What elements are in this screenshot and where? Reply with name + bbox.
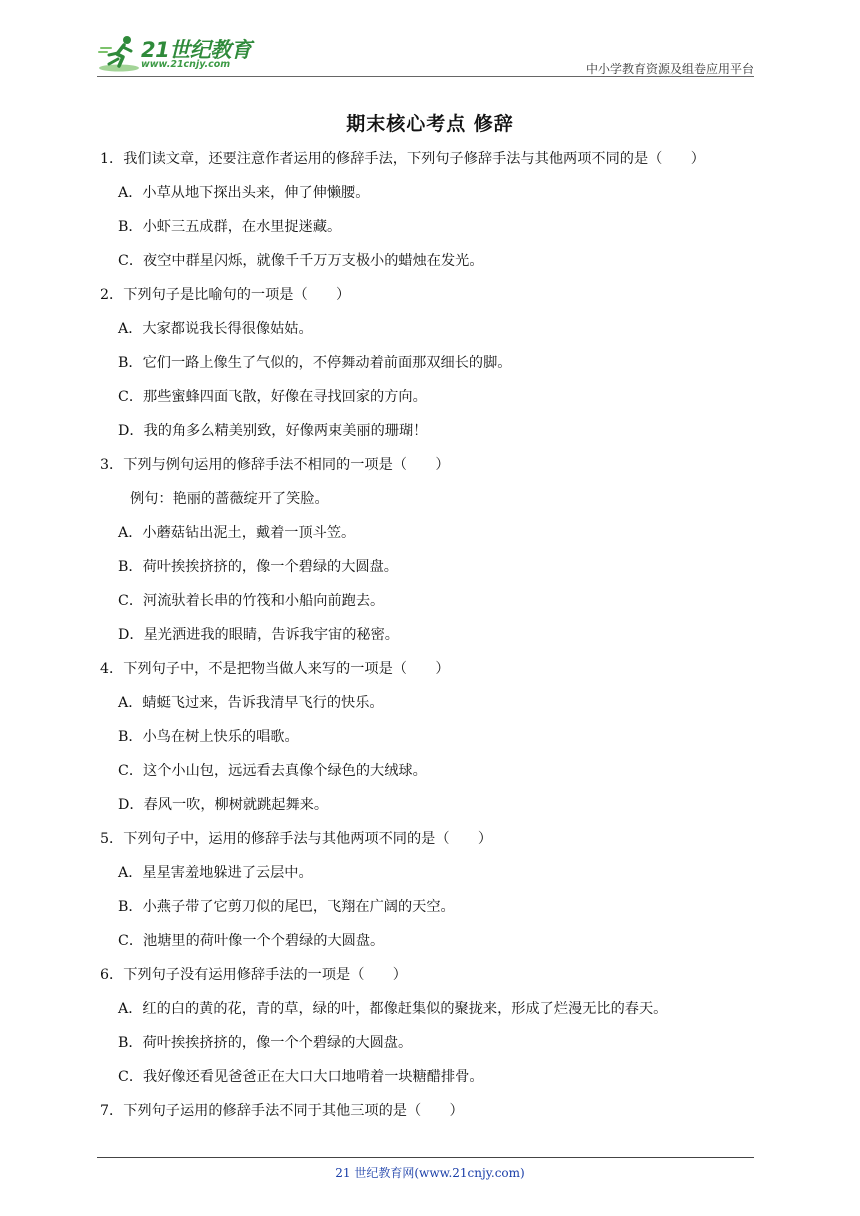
question-3-option-d: D．星光洒进我的眼睛，告诉我宇宙的秘密。 bbox=[118, 627, 399, 643]
question-3-example: 例句：艳丽的蔷薇绽开了笑脸。 bbox=[130, 491, 329, 507]
question-6-stem: 6．下列句子没有运用修辞手法的一项是（ ） bbox=[100, 967, 407, 983]
question-4-option-d: D．春风一吹，柳树就跳起舞来。 bbox=[118, 797, 329, 813]
runner-logo-icon bbox=[97, 34, 143, 74]
platform-name: 中小学教育资源及组卷应用平台 bbox=[585, 62, 754, 76]
question-4-stem: 4．下列句子中，不是把物当做人来写的一项是（ ） bbox=[100, 661, 450, 677]
logo-brand-text: 21世纪教育 bbox=[141, 38, 252, 62]
question-3-option-b: B．荷叶挨挨挤挤的，像一个碧绿的大圆盘。 bbox=[118, 559, 398, 575]
footer-divider bbox=[97, 1157, 754, 1158]
page-footer[interactable]: 21 世纪教育网(www.21cnjy.com) bbox=[335, 1166, 525, 1180]
question-5-stem: 5．下列句子中，运用的修辞手法与其他两项不同的是（ ） bbox=[100, 831, 493, 847]
question-1-option-a: A．小草从地下探出头来，伸了伸懒腰。 bbox=[118, 185, 370, 201]
question-6-option-a: A．红的白的黄的花，青的草，绿的叶，都像赶集似的聚拢来，形成了烂漫无比的春天。 bbox=[118, 1001, 668, 1017]
logo-url-text: www.21cnjy.com bbox=[141, 59, 231, 70]
question-1-stem: 1．我们读文章，还要注意作者运用的修辞手法，下列句子修辞手法与其他两项不同的是（ ） bbox=[100, 151, 705, 167]
question-5-option-b: B．小燕子带了它剪刀似的尾巴，飞翔在广阔的天空。 bbox=[118, 899, 455, 915]
page-title: 期末核心考点 修辞 bbox=[346, 113, 514, 135]
question-3-stem: 3．下列与例句运用的修辞手法不相同的一项是（ ） bbox=[100, 457, 450, 473]
question-list bbox=[100, 146, 760, 1132]
question-2-option-c: C．那些蜜蜂四面飞散，好像在寻找回家的方向。 bbox=[118, 389, 427, 405]
question-2-option-d: D．我的角多么精美别致，好像两束美丽的珊瑚！ bbox=[118, 423, 428, 439]
question-2-stem: 2．下列句子是比喻句的一项是（ ） bbox=[100, 287, 351, 303]
question-4-option-a: A．蜻蜓飞过来，告诉我清早飞行的快乐。 bbox=[118, 695, 384, 711]
question-1-option-c: C．夜空中群星闪烁，就像千千万万支极小的蜡烛在发光。 bbox=[118, 253, 484, 269]
question-6-option-b: B．荷叶挨挨挤挤的，像一个个碧绿的大圆盘。 bbox=[118, 1035, 413, 1051]
question-2-option-a: A．大家都说我长得很像姑姑。 bbox=[118, 321, 313, 337]
question-5-option-c: C．池塘里的荷叶像一个个碧绿的大圆盘。 bbox=[118, 933, 385, 949]
question-4-option-b: B．小鸟在树上快乐的唱歌。 bbox=[118, 729, 299, 745]
question-6-option-c: C．我好像还看见爸爸正在大口大口地啃着一块糖醋排骨。 bbox=[118, 1069, 484, 1085]
question-4-option-c: C．这个小山包，远远看去真像个绿色的大绒球。 bbox=[118, 763, 427, 779]
question-5-option-a: A．星星害羞地躲进了云层中。 bbox=[118, 865, 313, 881]
site-logo bbox=[97, 34, 267, 76]
header-divider bbox=[97, 76, 754, 77]
question-3-option-c: C．河流驮着长串的竹筏和小船向前跑去。 bbox=[118, 593, 385, 609]
question-7-stem: 7．下列句子运用的修辞手法不同于其他三项的是（ ） bbox=[100, 1103, 464, 1119]
question-2-option-b: B．它们一路上像生了气似的，不停舞动着前面那双细长的脚。 bbox=[118, 355, 512, 371]
question-3-option-a: A．小蘑菇钻出泥土，戴着一顶斗笠。 bbox=[118, 525, 356, 541]
question-1-option-b: B．小虾三五成群，在水里捉迷藏。 bbox=[118, 219, 342, 235]
page-header bbox=[97, 30, 754, 78]
